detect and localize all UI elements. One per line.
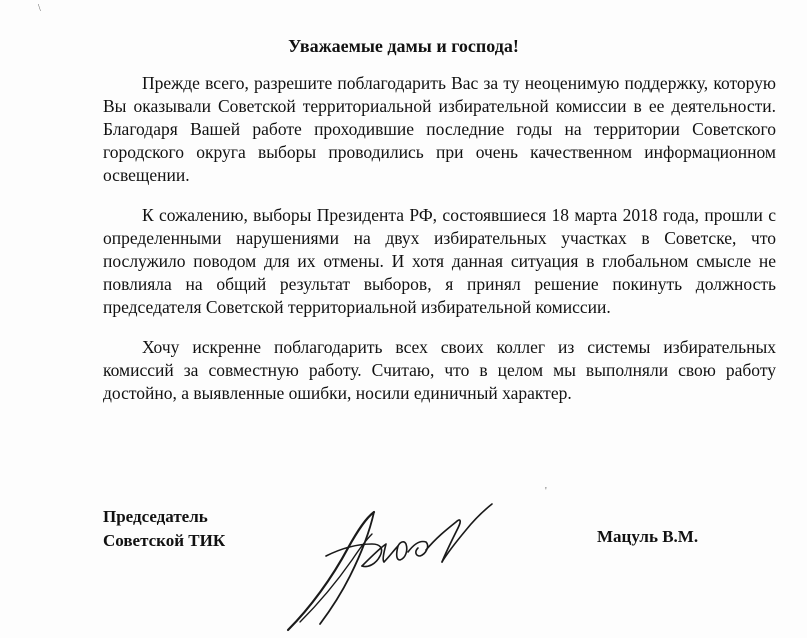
letter-greeting: Уважаемые дамы и господа! <box>288 36 519 56</box>
letter-body <box>103 72 776 422</box>
signature-title-line1: Председатель <box>103 507 208 526</box>
signature-title-line2: Советской ТИК <box>103 531 226 550</box>
handwritten-signature <box>280 490 500 635</box>
signature-title-block <box>103 505 225 553</box>
paragraph-gratitude: Прежде всего, разрешите поблагодарить Вас за ту неоценимую поддержку, которую Вы оказывали Советской территориальной избирательной комиссии в ее деятельности. Благодаря Вашей работе проходившие последние годы на территории Советского городского округа выборы проводились при очень качественном информационном освещении. <box>103 73 776 185</box>
paragraph-election-violations: К сожалению, выборы Президента РФ, состоявшиеся 18 марта 2018 года, прошли с определенными нарушениями на двух избирательных участках в Советске, что послужило поводом для их отмены. И хотя данная ситуация в глобальном смысле не повлияла на общий результат выборов, я принял решение покинуть должность председателя Советской территориальной избирательной комиссии. <box>103 205 776 317</box>
scan-mark: ' <box>545 486 547 497</box>
scan-mark: \ <box>38 3 41 14</box>
paragraph-thanks-colleagues: Хочу искренне поблагодарить всех своих коллег из системы избирательных комиссий за совместную работу. Считаю, что в целом мы выполняли свою работу достойно, а выявленные ошибки, носили единичный характер. <box>103 337 776 403</box>
signatory-name: Мацуль В.М. <box>597 527 699 546</box>
